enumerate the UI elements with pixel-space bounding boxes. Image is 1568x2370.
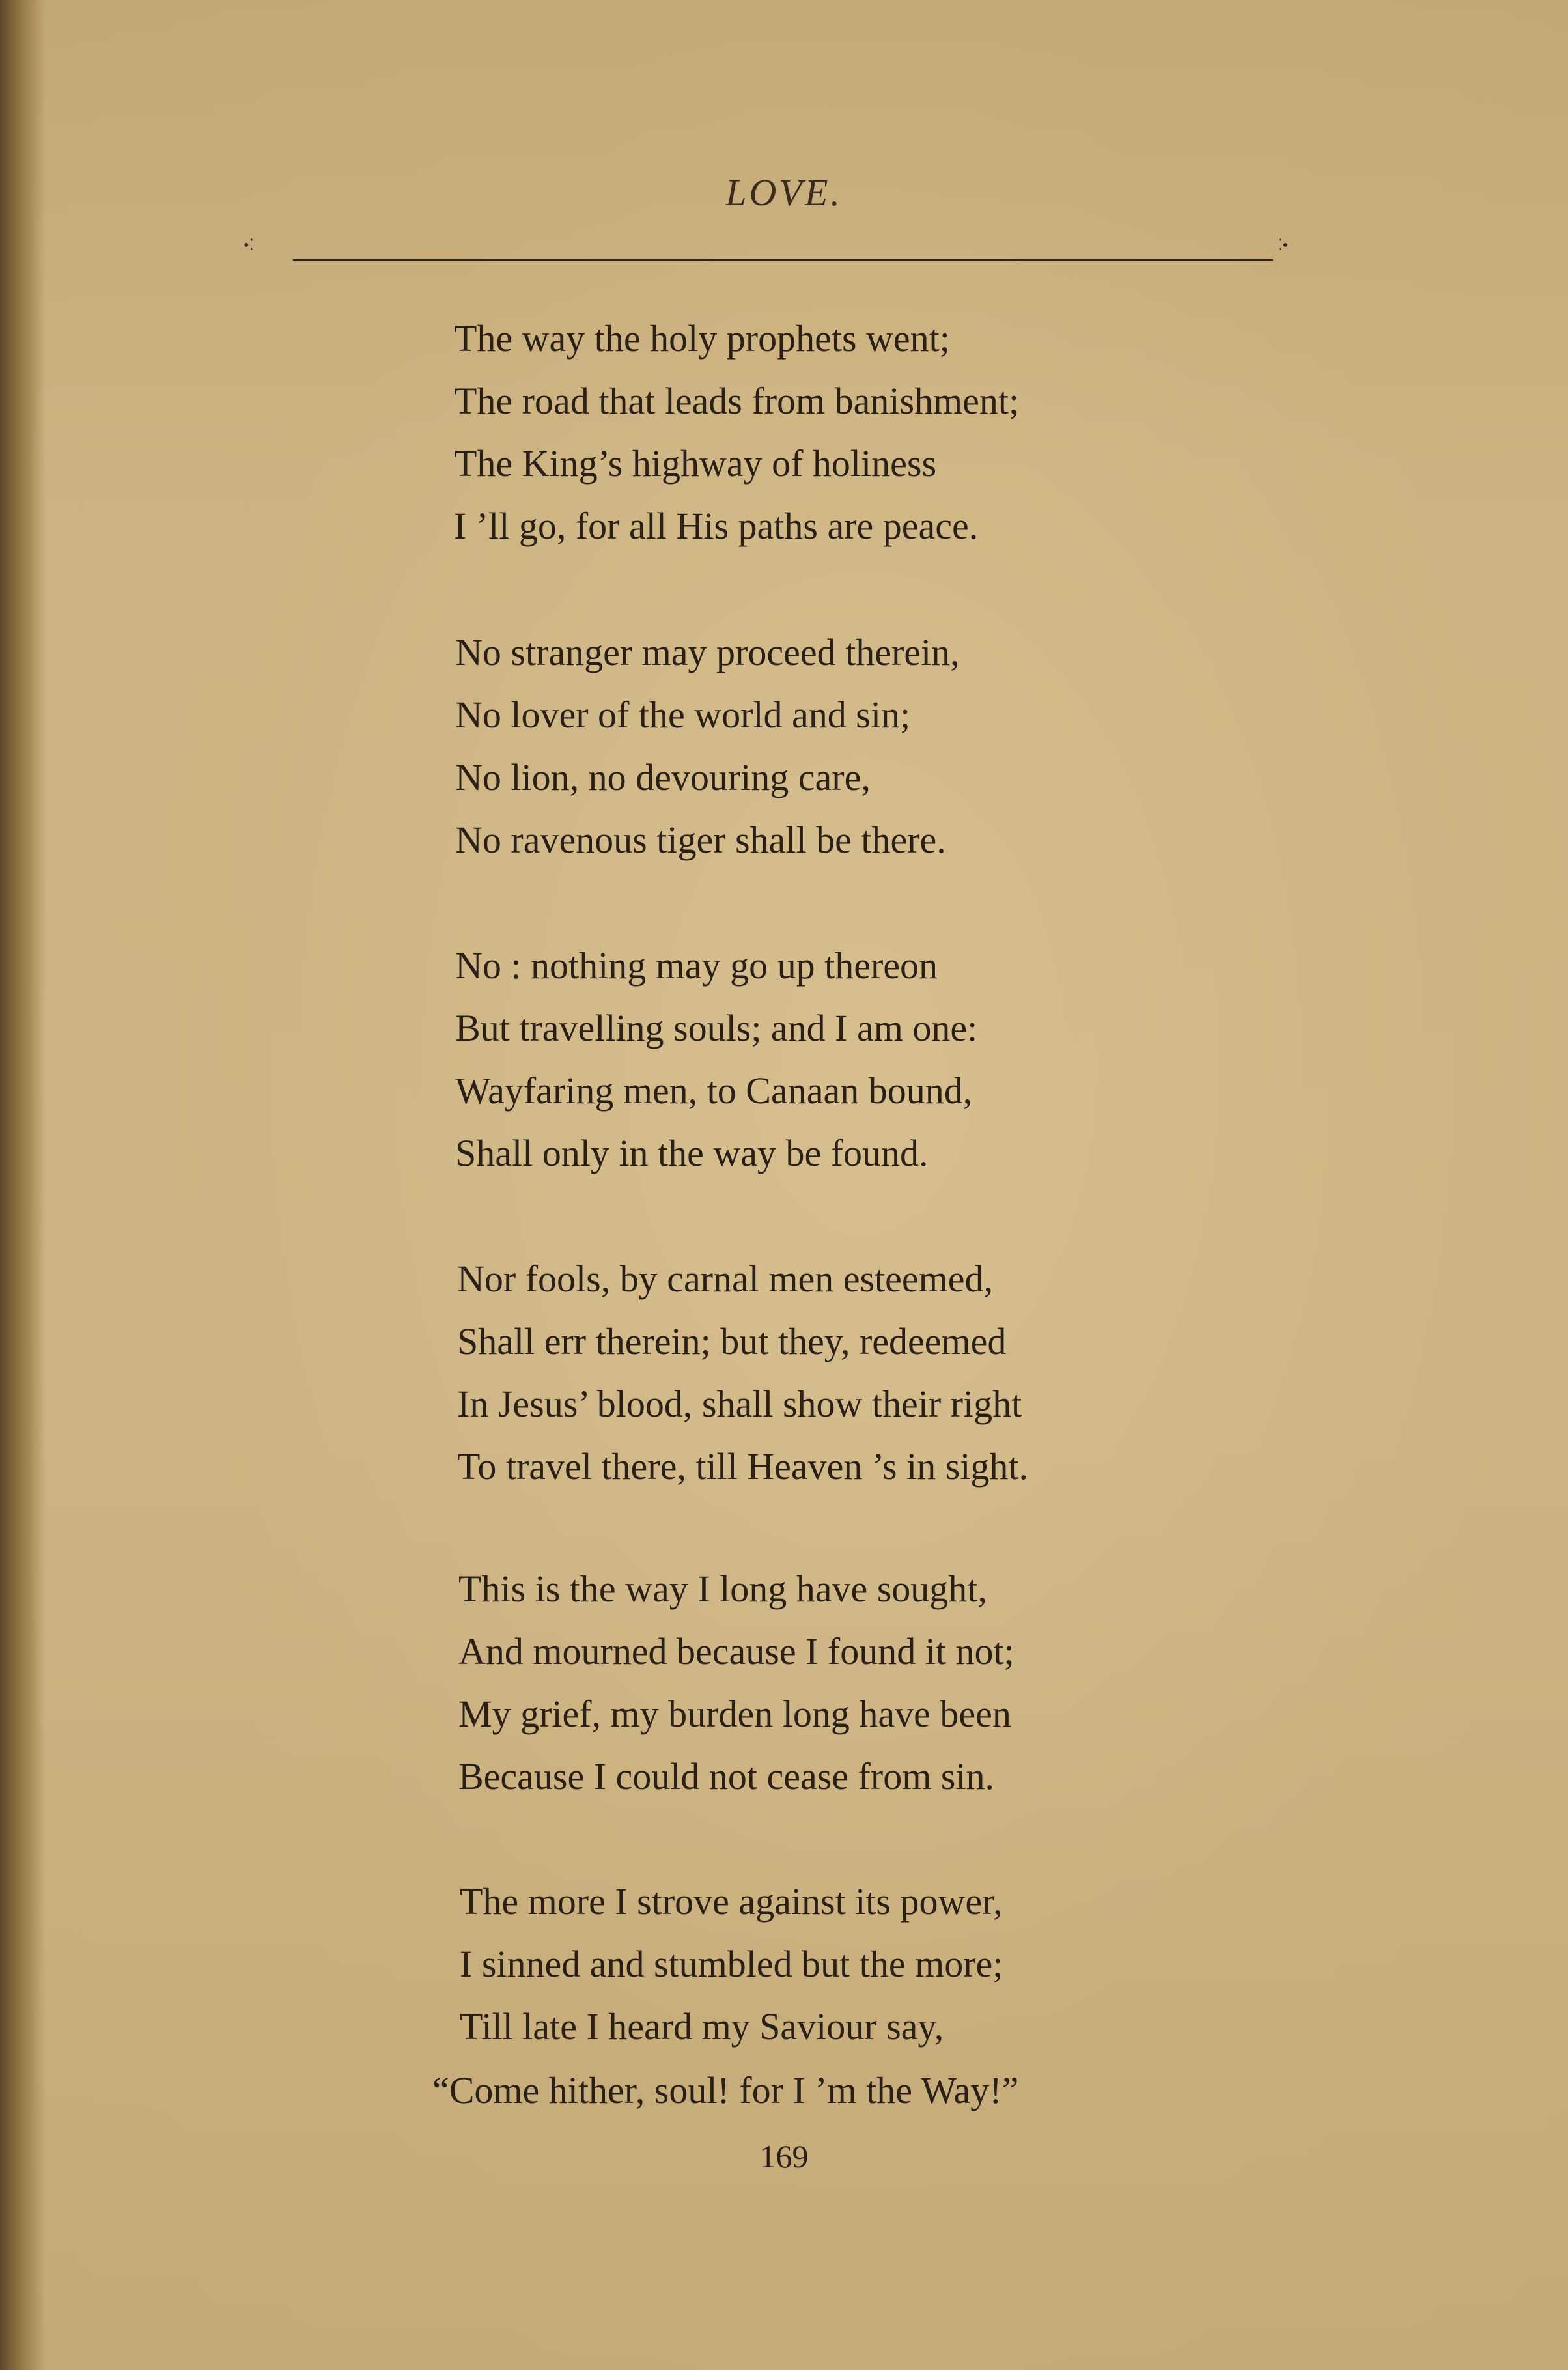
poem-line: This is the way I long have sought,: [458, 1568, 987, 1610]
poem-line: But travelling souls; and I am one:: [455, 1007, 978, 1049]
header-rule: [293, 259, 1273, 261]
poem-line: In Jesus’ blood, shall show their right: [457, 1383, 1022, 1425]
poem-line: And mourned because I found it not;: [458, 1630, 1015, 1672]
poem-line: “Come hither, soul! for I ’m the Way!”: [432, 2069, 1019, 2111]
poem-line: No lion, no devouring care,: [455, 756, 871, 798]
poem-line: The road that leads from banishment;: [454, 380, 1020, 422]
poem-line: Because I could not cease from sin.: [458, 1755, 994, 1798]
poem-line: No stranger may proceed therein,: [455, 631, 960, 673]
poem-line: The way the holy prophets went;: [454, 317, 950, 360]
poem-line: Shall err therein; but they, redeemed: [457, 1320, 1007, 1362]
book-spine-shadow: [0, 0, 46, 2370]
poem-line: Shall only in the way be found.: [455, 1132, 929, 1174]
poem-line: No : nothing may go up thereon: [455, 944, 938, 987]
poem-line: My grief, my burden long have been: [458, 1693, 1011, 1735]
rule-ornament-left: •⁚: [244, 237, 255, 254]
page-number: 169: [759, 2138, 809, 2175]
rule-ornament-right: ⁚•: [1278, 237, 1289, 254]
poem-line: I ’ll go, for all His paths are peace.: [454, 505, 979, 547]
poem-line: Nor fools, by carnal men esteemed,: [457, 1258, 993, 1300]
poem-line: Till late I heard my Saviour say,: [460, 2005, 944, 2048]
poem-line: No ravenous tiger shall be there.: [455, 819, 946, 861]
poem-line: I sinned and stumbled but the more;: [460, 1943, 1003, 1985]
poem-line: The more I strove against its power,: [460, 1880, 1003, 1923]
poem-line: Wayfaring men, to Canaan bound,: [455, 1069, 973, 1112]
poem-line: To travel there, till Heaven ’s in sight.: [457, 1445, 1028, 1488]
poem-line: The King’s highway of holiness: [454, 442, 937, 485]
running-head: LOVE.: [725, 171, 843, 214]
poem-line: No lover of the world and sin;: [455, 694, 911, 736]
